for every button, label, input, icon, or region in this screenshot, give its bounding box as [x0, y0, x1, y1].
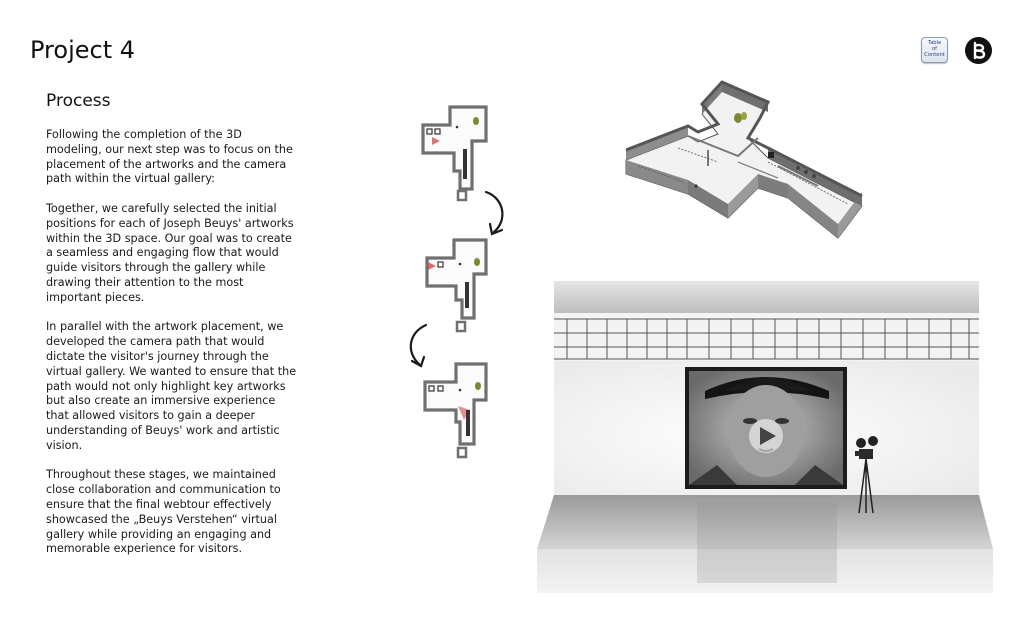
page-title: Project 4 [30, 36, 136, 64]
section-title: Process [46, 91, 111, 111]
paragraph: Following the completion of the 3D modeling, our next step was to focus on the placement of the artworks and the camera path within the virtual gallery: [46, 128, 293, 186]
floor-plan-step-3 [420, 360, 492, 462]
curved-arrow-icon [480, 190, 510, 236]
floor-plan-step-2 [422, 236, 494, 336]
play-icon[interactable] [749, 419, 783, 453]
beuys-logo-icon[interactable] [965, 37, 992, 64]
paragraph: In parallel with the artwork placement, we developed the camera path that would dictate the visitor's journey through the virtual gallery. We wanted to ensure that the path would not only highlight key artworks but also create an immersive experience that allowed visitors to gain a deeper understanding of Beuys' work and artistic vision. [46, 320, 297, 452]
table-of-content-button[interactable]: Table of Content [921, 37, 948, 63]
gallery-3d-model [618, 78, 868, 250]
process-description [46, 128, 298, 572]
paragraph: Together, we carefully selected the initial positions for each of Joseph Beuys' artworks within the 3D space. Our goal was to create a seamless and engaging flow that would guide visitors through the gallery while drawing their attention to the most important pieces. [46, 201, 294, 304]
floor-plan-step-1 [418, 103, 490, 203]
gallery-screen-render [537, 281, 993, 593]
paragraph: Throughout these stages, we maintained close collaboration and communication to ensure that the final webtour effectively showcased the „Beuys Verstehen“ virtual gallery while providing an engaging and memorable experience for visitors. [46, 468, 281, 556]
